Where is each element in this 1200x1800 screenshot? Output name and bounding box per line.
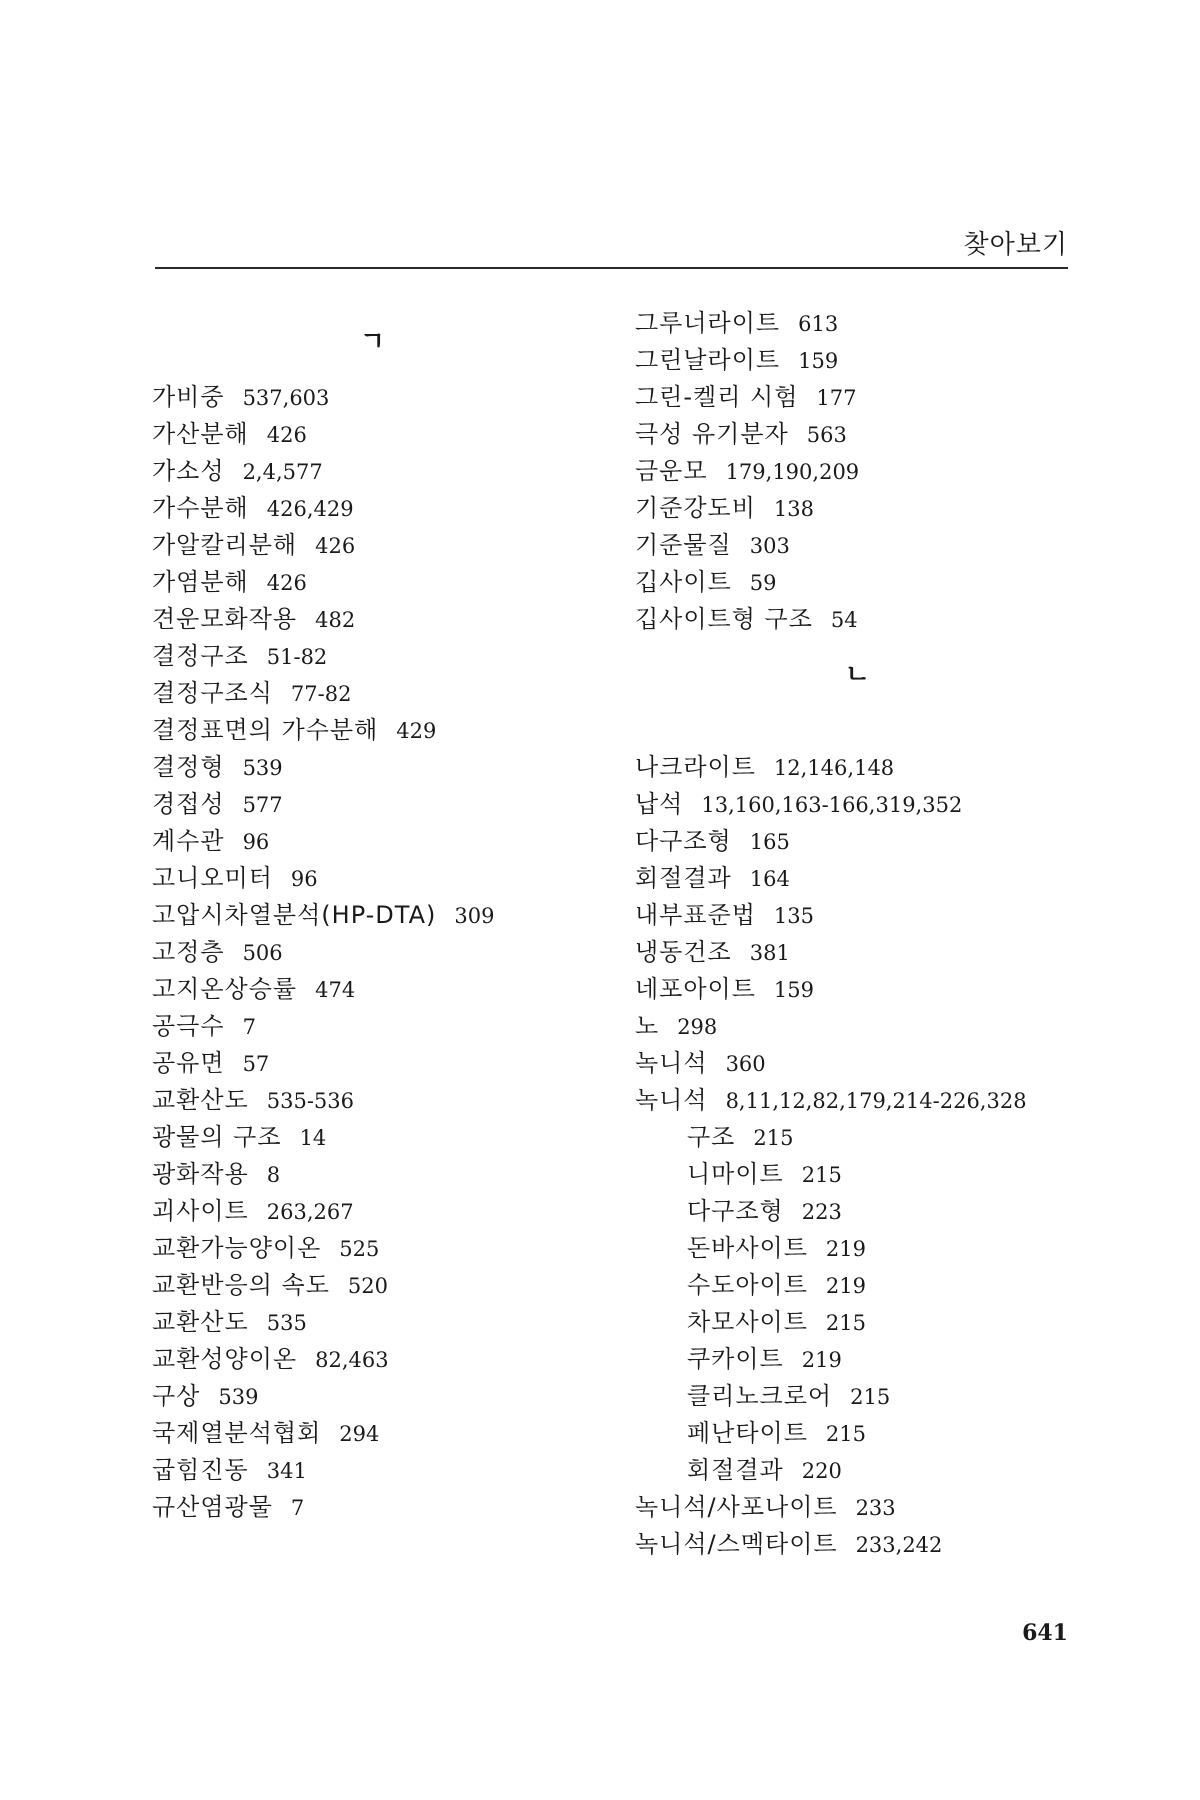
index-entry bbox=[152, 1193, 632, 1230]
index-page-refs: 539 bbox=[242, 756, 283, 780]
index-page-refs: 474 bbox=[315, 978, 356, 1002]
index-entry bbox=[635, 971, 1115, 1008]
index-entry bbox=[152, 638, 632, 675]
index-page-refs: 54 bbox=[830, 608, 858, 632]
index-page-refs: 165 bbox=[749, 830, 790, 854]
index-page-refs: 51-82 bbox=[266, 645, 328, 669]
index-term: 가비중 bbox=[152, 383, 225, 411]
index-page-refs: 426 bbox=[315, 534, 356, 558]
index-entry bbox=[152, 1119, 632, 1156]
index-entry bbox=[152, 1341, 632, 1378]
index-column-left bbox=[152, 305, 632, 1526]
index-subentry bbox=[635, 1415, 1115, 1452]
index-subentry bbox=[635, 1378, 1115, 1415]
index-term: 고압시차열분석(HP-DTA) bbox=[152, 901, 437, 929]
index-page-refs: 482 bbox=[315, 608, 356, 632]
index-entry bbox=[152, 749, 632, 786]
index-term: 그린-켈리 시험 bbox=[635, 383, 799, 411]
index-entry bbox=[635, 601, 1115, 638]
index-page-refs: 12,146,148 bbox=[773, 756, 895, 780]
index-page-refs: 215 bbox=[825, 1311, 867, 1335]
index-page-refs: 429 bbox=[396, 719, 437, 743]
index-entry bbox=[635, 416, 1115, 453]
index-entry bbox=[152, 1156, 632, 1193]
index-term: 깁사이트 bbox=[635, 568, 732, 596]
index-page-refs: 7 bbox=[242, 1015, 256, 1039]
index-term: 공유면 bbox=[152, 1049, 225, 1077]
section-letter-giyeok: ㄱ bbox=[360, 327, 386, 357]
index-term: 내부표준법 bbox=[635, 901, 756, 929]
index-term: 계수관 bbox=[152, 827, 225, 855]
index-term: 가산분해 bbox=[152, 420, 249, 448]
index-term: 나크라이트 bbox=[635, 753, 756, 781]
index-term: 규산염광물 bbox=[152, 1493, 273, 1521]
index-entry bbox=[635, 490, 1115, 527]
index-term: 녹니석/사포나이트 bbox=[635, 1493, 838, 1521]
index-entry bbox=[635, 786, 1115, 823]
index-column-right bbox=[635, 305, 1115, 1563]
index-page-refs: 233,242 bbox=[855, 1533, 943, 1557]
index-page-refs: 77-82 bbox=[290, 682, 352, 706]
index-term: 경접성 bbox=[152, 790, 225, 818]
index-subentry bbox=[635, 1452, 1115, 1489]
index-term: 국제열분석협회 bbox=[152, 1419, 322, 1447]
index-page-refs: 381 bbox=[749, 941, 790, 965]
index-term: 견운모화작용 bbox=[152, 605, 298, 633]
index-term: 교환반응의 속도 bbox=[152, 1271, 330, 1299]
index-term: 돈바사이트 bbox=[687, 1234, 808, 1262]
index-page-refs: 82,463 bbox=[315, 1348, 389, 1372]
index-term: 차모사이트 bbox=[687, 1308, 808, 1336]
index-entry bbox=[152, 971, 632, 1008]
index-subentry bbox=[635, 1341, 1115, 1378]
index-page-refs: 298 bbox=[677, 1015, 718, 1039]
index-term: 기준물질 bbox=[635, 531, 732, 559]
index-entry bbox=[635, 564, 1115, 601]
index-entry bbox=[152, 416, 632, 453]
index-subentry bbox=[635, 1304, 1115, 1341]
index-page-refs: 96 bbox=[242, 830, 270, 854]
index-entry bbox=[152, 527, 632, 564]
index-term: 가소성 bbox=[152, 457, 225, 485]
index-entry bbox=[152, 601, 632, 638]
index-term: 니마이트 bbox=[687, 1160, 784, 1188]
index-term: 녹니석 bbox=[635, 1086, 708, 1114]
index-term: 수도아이트 bbox=[687, 1271, 808, 1299]
index-entry bbox=[152, 1008, 632, 1045]
index-page-refs: 426,429 bbox=[266, 497, 354, 521]
index-subentry bbox=[635, 1193, 1115, 1230]
index-term: 그린날라이트 bbox=[635, 346, 781, 374]
index-page-refs: 525 bbox=[339, 1237, 380, 1261]
index-page-refs: 506 bbox=[242, 941, 283, 965]
index-subentry bbox=[635, 1156, 1115, 1193]
index-page-refs: 219 bbox=[825, 1274, 867, 1298]
index-page-refs: 57 bbox=[242, 1052, 270, 1076]
index-term: 광물의 구조 bbox=[152, 1123, 282, 1151]
index-page-refs: 215 bbox=[801, 1163, 842, 1187]
index-entry bbox=[635, 749, 1115, 786]
index-page-refs: 539 bbox=[218, 1385, 259, 1409]
index-entry bbox=[152, 934, 632, 971]
index-term: 교환산도 bbox=[152, 1086, 249, 1114]
index-term: 납석 bbox=[635, 790, 684, 818]
index-page-refs: 96 bbox=[290, 867, 318, 891]
index-page-refs: 341 bbox=[266, 1459, 307, 1483]
index-term: 가수분해 bbox=[152, 494, 249, 522]
index-term: 가알칼리분해 bbox=[152, 531, 298, 559]
index-term: 광화작용 bbox=[152, 1160, 249, 1188]
index-page-refs: 577 bbox=[242, 793, 283, 817]
index-term: 네포아이트 bbox=[635, 975, 756, 1003]
index-page-refs: 177 bbox=[816, 386, 857, 410]
index-entry bbox=[152, 1415, 632, 1452]
index-term: 페난타이트 bbox=[687, 1419, 808, 1447]
index-entry bbox=[152, 1267, 632, 1304]
index-page-refs: 220 bbox=[801, 1459, 842, 1483]
index-page-refs: 215 bbox=[850, 1385, 891, 1409]
index-page-refs: 613 bbox=[798, 312, 839, 336]
index-page-refs: 7 bbox=[290, 1496, 305, 1520]
index-entry bbox=[635, 453, 1115, 490]
index-entry bbox=[152, 712, 632, 749]
index-term: 결정구조식 bbox=[152, 679, 273, 707]
index-term: 다구조형 bbox=[687, 1197, 784, 1225]
index-page-refs: 135 bbox=[773, 904, 815, 928]
section-spacer bbox=[635, 712, 1115, 749]
index-page-refs: 263,267 bbox=[266, 1200, 354, 1224]
index-entry bbox=[635, 379, 1115, 416]
index-entry bbox=[152, 860, 632, 897]
index-entry bbox=[635, 1489, 1115, 1526]
index-term: 다구조형 bbox=[635, 827, 732, 855]
index-entry bbox=[152, 786, 632, 823]
index-term: 회절결과 bbox=[687, 1456, 784, 1484]
index-page-refs: 303 bbox=[749, 534, 790, 558]
index-page-refs: 59 bbox=[749, 571, 777, 595]
page-number: 641 bbox=[1022, 1620, 1068, 1646]
index-page-refs: 309 bbox=[454, 904, 495, 928]
index-page-refs: 215 bbox=[825, 1422, 867, 1446]
index-term: 결정표면의 가수분해 bbox=[152, 716, 379, 744]
index-term: 교환가능양이온 bbox=[152, 1234, 322, 1262]
index-entry bbox=[635, 527, 1115, 564]
index-page-refs: 294 bbox=[339, 1422, 380, 1446]
index-term: 녹니석/스멕타이트 bbox=[635, 1530, 838, 1558]
index-term: 구상 bbox=[152, 1382, 201, 1410]
index-page-refs: 535-536 bbox=[266, 1089, 355, 1113]
index-entry bbox=[152, 1452, 632, 1489]
index-page-refs: 537,603 bbox=[242, 386, 330, 410]
index-page-refs: 159 bbox=[798, 349, 839, 373]
index-entry bbox=[152, 675, 632, 712]
index-term: 가염분해 bbox=[152, 568, 249, 596]
index-term: 결정구조 bbox=[152, 642, 249, 670]
index-page-refs: 8,11,12,82,179,214-226,328 bbox=[725, 1089, 1027, 1113]
index-term: 고정층 bbox=[152, 938, 225, 966]
running-header-title: 찾아보기 bbox=[963, 230, 1068, 260]
index-term: 쿠카이트 bbox=[687, 1345, 784, 1373]
index-entry bbox=[152, 379, 632, 416]
index-term: 노 bbox=[635, 1012, 660, 1040]
index-term: 구조 bbox=[687, 1123, 736, 1151]
index-term: 교환산도 bbox=[152, 1308, 249, 1336]
index-page-refs: 360 bbox=[725, 1052, 766, 1076]
index-entry bbox=[635, 342, 1115, 379]
index-term: 공극수 bbox=[152, 1012, 225, 1040]
index-term: 극성 유기분자 bbox=[635, 420, 789, 448]
index-term: 냉동건조 bbox=[635, 938, 732, 966]
index-page-refs: 535 bbox=[266, 1311, 307, 1335]
index-entry bbox=[152, 1378, 632, 1415]
index-term: 클리노크로어 bbox=[687, 1382, 833, 1410]
index-subentry bbox=[635, 1267, 1115, 1304]
index-term: 교환성양이온 bbox=[152, 1345, 298, 1373]
index-page-refs: 13,160,163-166,319,352 bbox=[701, 793, 963, 817]
index-page-refs: 14 bbox=[299, 1126, 327, 1150]
index-entry bbox=[152, 897, 632, 934]
index-term: 괴사이트 bbox=[152, 1197, 249, 1225]
index-page-refs: 426 bbox=[266, 423, 307, 447]
index-term: 기준강도비 bbox=[635, 494, 756, 522]
index-term: 그루너라이트 bbox=[635, 309, 781, 337]
index-page-refs: 219 bbox=[801, 1348, 842, 1372]
index-page-refs: 520 bbox=[347, 1274, 389, 1298]
index-entry bbox=[635, 1526, 1115, 1563]
index-term: 결정형 bbox=[152, 753, 225, 781]
index-entry bbox=[635, 1045, 1115, 1082]
index-entry bbox=[152, 564, 632, 601]
index-subentry bbox=[635, 1119, 1115, 1156]
index-entry bbox=[152, 823, 632, 860]
index-page-refs: 159 bbox=[773, 978, 815, 1002]
index-entry bbox=[152, 1082, 632, 1119]
index-entry bbox=[635, 1008, 1115, 1045]
index-term: 고지온상승률 bbox=[152, 975, 298, 1003]
index-page-refs: 138 bbox=[773, 497, 815, 521]
index-entry bbox=[152, 490, 632, 527]
index-entry bbox=[152, 1489, 632, 1526]
index-entry bbox=[635, 1082, 1115, 1119]
index-term: 깁사이트형 구조 bbox=[635, 605, 813, 633]
index-page-refs: 2,4,577 bbox=[242, 460, 323, 484]
index-page-refs: 233 bbox=[855, 1496, 896, 1520]
index-entry bbox=[152, 453, 632, 490]
index-page-refs: 8 bbox=[266, 1163, 281, 1187]
index-entry bbox=[635, 860, 1115, 897]
header-rule bbox=[155, 267, 1068, 269]
index-entry bbox=[635, 897, 1115, 934]
index-entry bbox=[635, 823, 1115, 860]
index-page-refs: 563 bbox=[806, 423, 847, 447]
index-entry bbox=[152, 1304, 632, 1341]
index-page-refs: 426 bbox=[266, 571, 307, 595]
index-entry bbox=[152, 1230, 632, 1267]
index-term: 고니오미터 bbox=[152, 864, 273, 892]
index-subentry bbox=[635, 1230, 1115, 1267]
index-term: 금운모 bbox=[635, 457, 708, 485]
section-letter-nieun: ㄴ bbox=[845, 660, 871, 690]
index-entry bbox=[152, 1045, 632, 1082]
index-page-refs: 179,190,209 bbox=[725, 460, 860, 484]
index-term: 회절결과 bbox=[635, 864, 732, 892]
index-term: 녹니석 bbox=[635, 1049, 708, 1077]
index-page-refs: 164 bbox=[749, 867, 790, 891]
index-entry bbox=[635, 934, 1115, 971]
index-entry bbox=[635, 305, 1115, 342]
index-term: 굽힘진동 bbox=[152, 1456, 249, 1484]
index-page-refs: 215 bbox=[753, 1126, 794, 1150]
index-page-refs: 223 bbox=[801, 1200, 842, 1224]
index-page-refs: 219 bbox=[825, 1237, 867, 1261]
